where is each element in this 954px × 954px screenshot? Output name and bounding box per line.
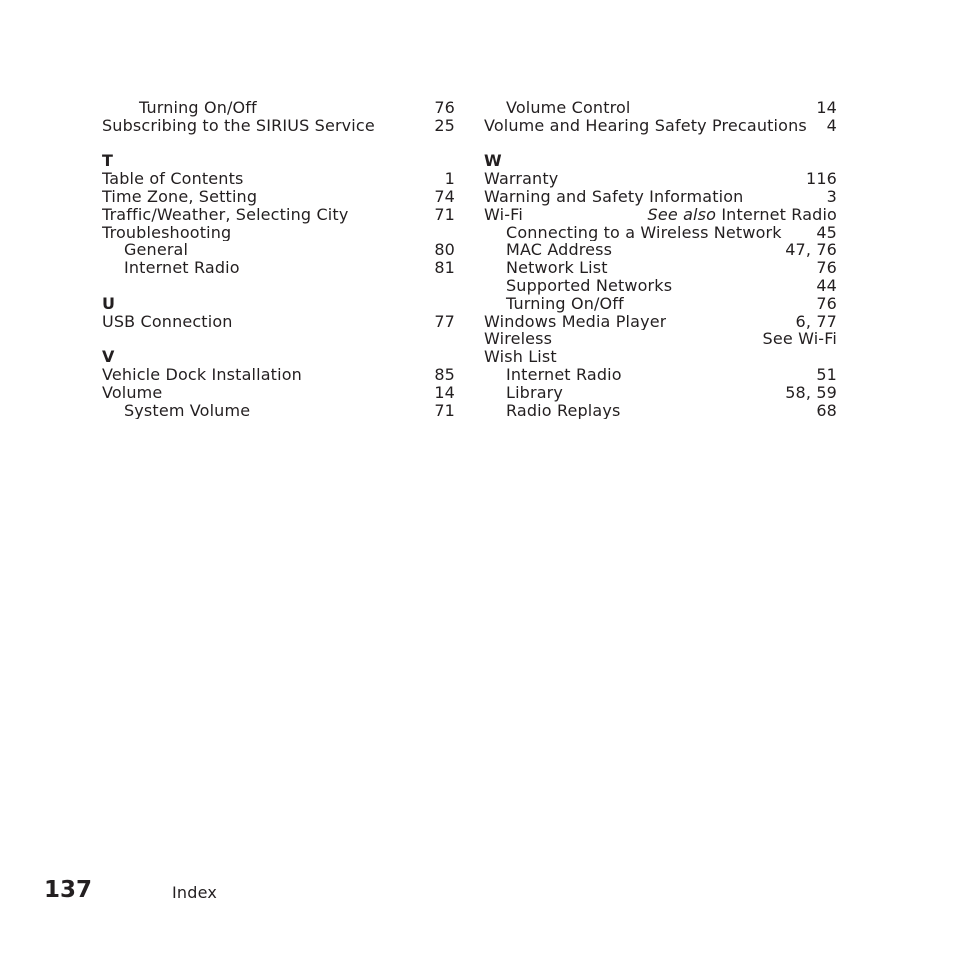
index-entry <box>484 188 837 206</box>
index-subentry <box>484 295 837 313</box>
index-entry <box>102 384 455 402</box>
index-entry <box>484 117 837 135</box>
index-column-right <box>484 99 837 419</box>
index-pages: 116 <box>806 169 837 189</box>
index-term: Radio Replays <box>506 401 621 420</box>
index-term: System Volume <box>124 401 251 420</box>
index-entry <box>102 206 455 224</box>
index-subentry <box>102 259 455 277</box>
index-term: Internet Radio <box>124 259 240 277</box>
index-term: Library <box>506 383 563 402</box>
index-term: MAC Address <box>506 241 613 260</box>
index-term: Wireless <box>484 330 553 349</box>
index-pages: 77 <box>434 311 455 331</box>
index-term: USB Connection <box>102 312 233 331</box>
index-term: Time Zone, Setting <box>102 187 258 206</box>
index-entry <box>484 348 837 366</box>
index-entry <box>102 366 455 384</box>
index-entry <box>102 188 455 206</box>
index-pages: 45 <box>816 222 837 242</box>
index-term: Connecting to a Wireless Network <box>506 223 782 242</box>
index-pages: 71 <box>434 204 455 224</box>
index-pages: 85 <box>434 364 455 384</box>
index-pages: 74 <box>434 186 455 206</box>
index-term: Traffic/Weather, Selecting City <box>102 205 349 224</box>
index-letter-heading: T <box>102 151 114 171</box>
index-term: Warning and Safety Information <box>484 187 744 206</box>
index-entry <box>484 170 837 188</box>
index-letter-heading: W <box>484 151 502 171</box>
index-term: Turning On/Off <box>506 294 624 313</box>
index-term: Volume Control <box>506 99 631 117</box>
index-subentry <box>484 277 837 295</box>
index-term: Volume and Hearing Safety Precautions <box>484 116 807 135</box>
index-letter-heading: U <box>102 293 116 313</box>
index-entry <box>102 117 455 135</box>
index-term: Windows Media Player <box>484 312 667 331</box>
index-term: General <box>124 241 189 260</box>
see-also-label: See also <box>647 204 717 224</box>
index-entry <box>484 206 837 224</box>
index-pages: 14 <box>434 382 455 402</box>
see-also-target: Internet Radio <box>721 204 837 224</box>
index-pages: 76 <box>434 98 455 117</box>
index-term: Supported Networks <box>506 276 673 295</box>
index-subentry <box>484 99 837 117</box>
index-pages: 25 <box>434 115 455 135</box>
index-pages: 76 <box>816 293 837 313</box>
index-pages: 68 <box>816 400 837 420</box>
index-letter-heading: V <box>102 347 115 367</box>
index-pages: 14 <box>816 98 837 117</box>
index-pages: 3 <box>826 186 837 206</box>
index-pages: 44 <box>816 275 837 295</box>
index-term: Table of Contents <box>102 170 244 188</box>
index-pages: 76 <box>816 258 837 278</box>
index-pages: 58, 59 <box>785 382 837 402</box>
index-subentry <box>484 384 837 402</box>
index-pages: See Wi-Fi <box>762 329 837 349</box>
index-term: Turning On/Off <box>139 99 257 117</box>
index-subentry <box>102 241 455 259</box>
index-term: Warranty <box>484 170 559 188</box>
index-subentry <box>484 366 837 384</box>
index-term: Vehicle Dock Installation <box>102 365 302 384</box>
index-pages: 47, 76 <box>785 240 837 260</box>
index-term: Wi-Fi <box>484 205 523 224</box>
index-subentry <box>484 402 837 420</box>
index-term: Subscribing to the SIRIUS Service <box>102 116 375 135</box>
index-entry <box>102 170 455 188</box>
index-pages: 51 <box>816 364 837 384</box>
index-see-also <box>648 206 837 224</box>
index-entry <box>102 99 455 117</box>
index-pages: 4 <box>826 115 837 135</box>
index-subentry <box>484 224 837 242</box>
index-entry <box>484 313 837 331</box>
index-term: Troubleshooting <box>102 223 232 242</box>
index-subentry <box>484 241 837 259</box>
index-column-left <box>102 99 455 419</box>
index-pages: 71 <box>434 400 455 420</box>
page-number: 137 <box>44 877 93 903</box>
index-term: Network List <box>506 259 608 277</box>
index-term: Volume <box>102 383 163 402</box>
index-pages: 1 <box>444 169 455 189</box>
index-pages: 81 <box>434 258 455 278</box>
index-pages: 6, 77 <box>795 311 837 331</box>
index-entry <box>484 330 837 348</box>
index-pages: 80 <box>434 240 455 260</box>
index-entry <box>102 313 455 331</box>
index-subentry <box>484 259 837 277</box>
index-term: Wish List <box>484 348 557 366</box>
section-label: Index <box>172 883 218 902</box>
index-term: Internet Radio <box>506 365 622 384</box>
index-entry <box>102 224 455 242</box>
index-subentry <box>102 402 455 420</box>
